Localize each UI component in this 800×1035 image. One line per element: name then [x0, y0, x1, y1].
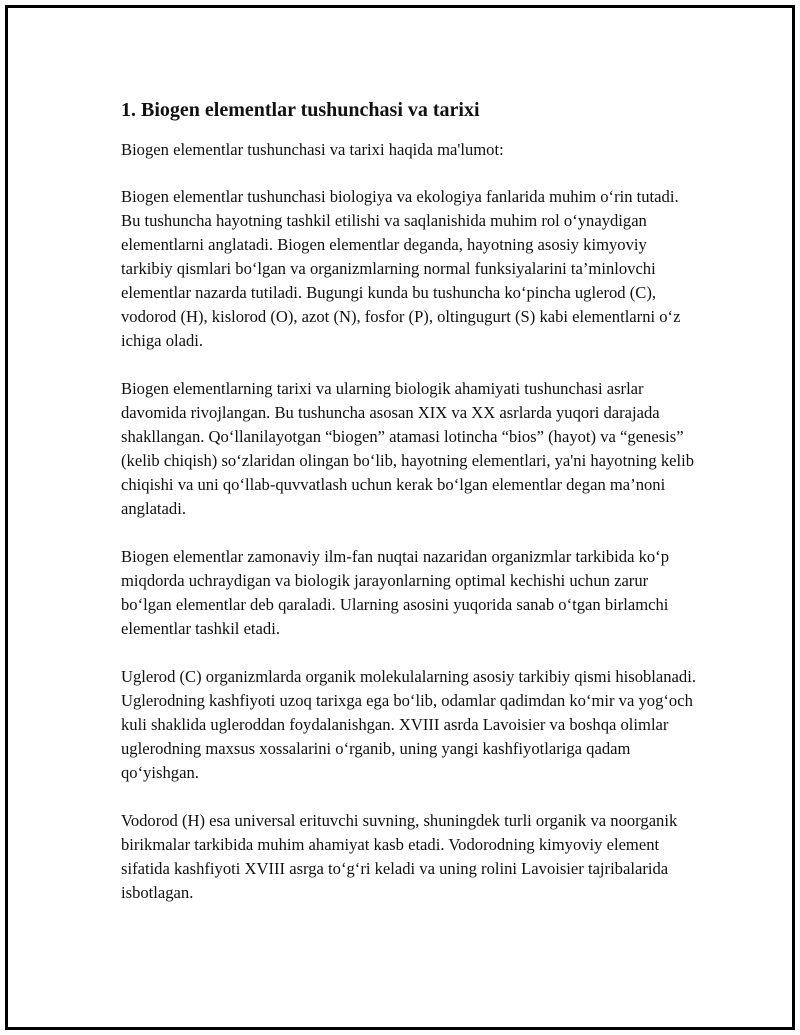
paragraph-hydrogen: Vodorod (H) esa universal erituvchi suvning, shuningdek turli organik va noorganik birikmalar tarkibida muhim ahamiyat kasb etadi. Vodorodning kimyoviy element sifatida kashfiyoti XVIII asrga to‘g‘ri keladi va uning rolini Lavoisier tajribalarida isbotlagan. [121, 811, 678, 902]
document-title: 1. Biogen elementlar tushunchasi va tarixi [121, 99, 480, 121]
document-body [121, 96, 696, 929]
paragraph-history: Biogen elementlarning tarixi va ularning biologik ahamiyati tushunchasi asrlar davomida rivojlangan. Bu tushuncha asosan XIX va XX asrlarda yuqori darajada shakllangan. Qo‘llanilayotgan “biogen” atamasi lotincha “bios” (hayot) va “genesis” (kelib chiqish) so‘zlaridan olingan bo‘lib, hayotning elementlari, ya'ni hayotning kelib chiqishi va uni qo‘llab-quvvatlash uchun kerak bo‘lgan elementlar degan ma’noni anglatadi. [121, 379, 695, 518]
intro-line: Biogen elementlar tushunchasi va tarixi haqida ma'lumot: [121, 140, 504, 159]
paragraph-modern-view: Biogen elementlar zamonaviy ilm-fan nuqtai nazaridan organizmlar tarkibida ko‘p miqdorda uchraydigan va biologik jarayonlarning optimal kechishi uchun zarur bo‘lgan elementlar deb qaraladi. Ularning asosini yuqorida sanab o‘tgan birlamchi elementlar tashkil etadi. [121, 547, 670, 638]
paragraph-definition: Biogen elementlar tushunchasi biologiya va ekologiya fanlarida muhim o‘rin tutadi. Bu tushuncha hayotning tashkil etilishi va saqlanishida muhim rol o‘ynaydigan elementlarni anglatadi. Biogen elementlar deganda, hayotning asosiy kimyoviy tarkibiy qismlari bo‘lgan va organizmlarning normal funksiyalarini ta’minlovchi elementlar nazarda tutiladi. Bugungi kunda bu tushuncha ko‘pincha uglerod (C), vodorod (H), kislorod (O), azot (N), fosfor (P), oltingugurt (S) kabi elementlarni o‘z ichiga oladi. [121, 187, 681, 350]
page-frame [5, 5, 795, 1030]
paragraph-carbon: Uglerod (C) organizmlarda organik molekulalarning asosiy tarkibiy qismi hisoblanadi. Uglerodning kashfiyoti uzoq tarixga ega bo‘lib, odamlar qadimdan ko‘mir va yog‘och kuli shaklida ugleroddan foydalanishgan. XVIII asrda Lavoisier va boshqa olimlar uglerodning maxsus xossalarini o‘rganib, uning yangi kashfiyotlariga qadam qo‘yishgan. [121, 667, 696, 782]
